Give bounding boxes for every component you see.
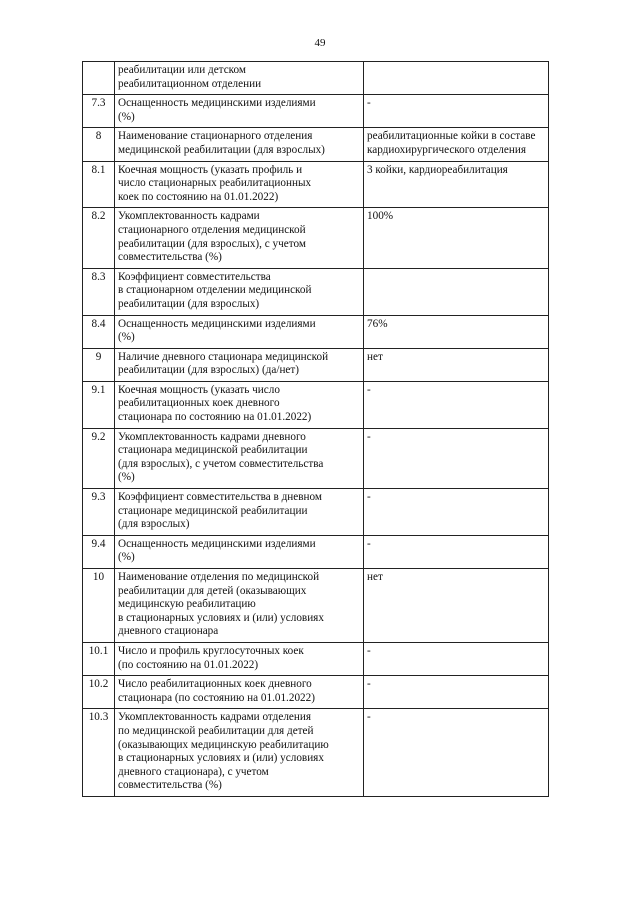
row-value-cell: 100%	[364, 208, 549, 268]
row-value-cell	[364, 268, 549, 315]
table-row	[83, 676, 549, 709]
row-value-cell: -	[364, 428, 549, 488]
table-row	[83, 128, 549, 161]
table-row	[83, 348, 549, 381]
row-label-cell: Укомплектованность кадрами стационарного отделения медицинской реабилитации (для взрослых), с учетом совместительства (%)	[115, 208, 364, 268]
row-label-cell: Укомплектованность кадрами дневного стационара медицинской реабилитации (для взрослых), с учетом совместительства (%)	[115, 428, 364, 488]
row-number-cell: 10	[83, 569, 115, 643]
page-number: 49	[314, 37, 326, 49]
row-label-cell: Коэффициент совместительства в стационарном отделении медицинской реабилитации (для взрослых)	[115, 268, 364, 315]
rehabilitation-table	[82, 61, 549, 797]
table-row	[83, 709, 549, 797]
row-label-cell: Оснащенность медицинскими изделиями (%)	[115, 535, 364, 568]
table-row	[83, 62, 549, 95]
row-label-cell: реабилитации или детском реабилитационном отделении	[115, 62, 364, 95]
row-number-cell: 10.2	[83, 676, 115, 709]
row-number-cell	[83, 62, 115, 95]
row-number-cell: 9.2	[83, 428, 115, 488]
table-row	[83, 489, 549, 536]
table-body	[83, 62, 549, 797]
row-label-cell: Коечная мощность (указать число реабилитационных коек дневного стационара по состоянию на 01.01.2022)	[115, 381, 364, 428]
row-number-cell: 9.1	[83, 381, 115, 428]
row-number-cell: 8.4	[83, 315, 115, 348]
row-label-cell: Оснащенность медицинскими изделиями (%)	[115, 95, 364, 128]
row-number-cell: 8.2	[83, 208, 115, 268]
row-value-cell: нет	[364, 348, 549, 381]
row-label-cell: Число реабилитационных коек дневного стационара (по состоянию на 01.01.2022)	[115, 676, 364, 709]
row-value-cell: -	[364, 535, 549, 568]
table-row	[83, 535, 549, 568]
row-value-cell: -	[364, 381, 549, 428]
table-row	[83, 161, 549, 208]
table-row	[83, 208, 549, 268]
row-number-cell: 8	[83, 128, 115, 161]
row-number-cell: 10.1	[83, 642, 115, 675]
table-row	[83, 381, 549, 428]
row-label-cell: Коечная мощность (указать профиль и число стационарных реабилитационных коек по состоянию на 01.01.2022)	[115, 161, 364, 208]
row-label-cell: Наличие дневного стационара медицинской реабилитации (для взрослых) (да/нет)	[115, 348, 364, 381]
row-label-cell: Наименование отделения по медицинской реабилитации для детей (оказывающих медицинскую реабилитацию в стационарных условиях и (или) условиях дневного стационара	[115, 569, 364, 643]
row-label-cell: Укомплектованность кадрами отделения по медицинской реабилитации для детей (оказывающих медицинскую реабилитацию в стационарных условиях и (или) условиях дневного стационара), с учетом совместительства (%)	[115, 709, 364, 797]
row-number-cell: 9.4	[83, 535, 115, 568]
row-value-cell: -	[364, 489, 549, 536]
table-row	[83, 268, 549, 315]
row-value-cell: реабилитационные койки в составе кардиохирургического отделения	[364, 128, 549, 161]
row-value-cell: -	[364, 676, 549, 709]
row-number-cell: 8.1	[83, 161, 115, 208]
row-value-cell: 3 койки, кардиореабилитация	[364, 161, 549, 208]
row-value-cell: -	[364, 642, 549, 675]
table-row	[83, 95, 549, 128]
row-label-cell: Число и профиль круглосуточных коек (по состоянию на 01.01.2022)	[115, 642, 364, 675]
row-number-cell: 9	[83, 348, 115, 381]
row-label-cell: Наименование стационарного отделения медицинской реабилитации (для взрослых)	[115, 128, 364, 161]
table-row	[83, 428, 549, 488]
table-row	[83, 569, 549, 643]
row-value-cell	[364, 62, 549, 95]
row-value-cell: -	[364, 709, 549, 797]
row-number-cell: 9.3	[83, 489, 115, 536]
row-number-cell: 7.3	[83, 95, 115, 128]
table-row	[83, 315, 549, 348]
row-value-cell: 76%	[364, 315, 549, 348]
row-number-cell: 10.3	[83, 709, 115, 797]
table-row	[83, 642, 549, 675]
row-value-cell: нет	[364, 569, 549, 643]
row-value-cell: -	[364, 95, 549, 128]
row-label-cell: Коэффициент совместительства в дневном стационаре медицинской реабилитации (для взрослых)	[115, 489, 364, 536]
row-label-cell: Оснащенность медицинскими изделиями (%)	[115, 315, 364, 348]
row-number-cell: 8.3	[83, 268, 115, 315]
